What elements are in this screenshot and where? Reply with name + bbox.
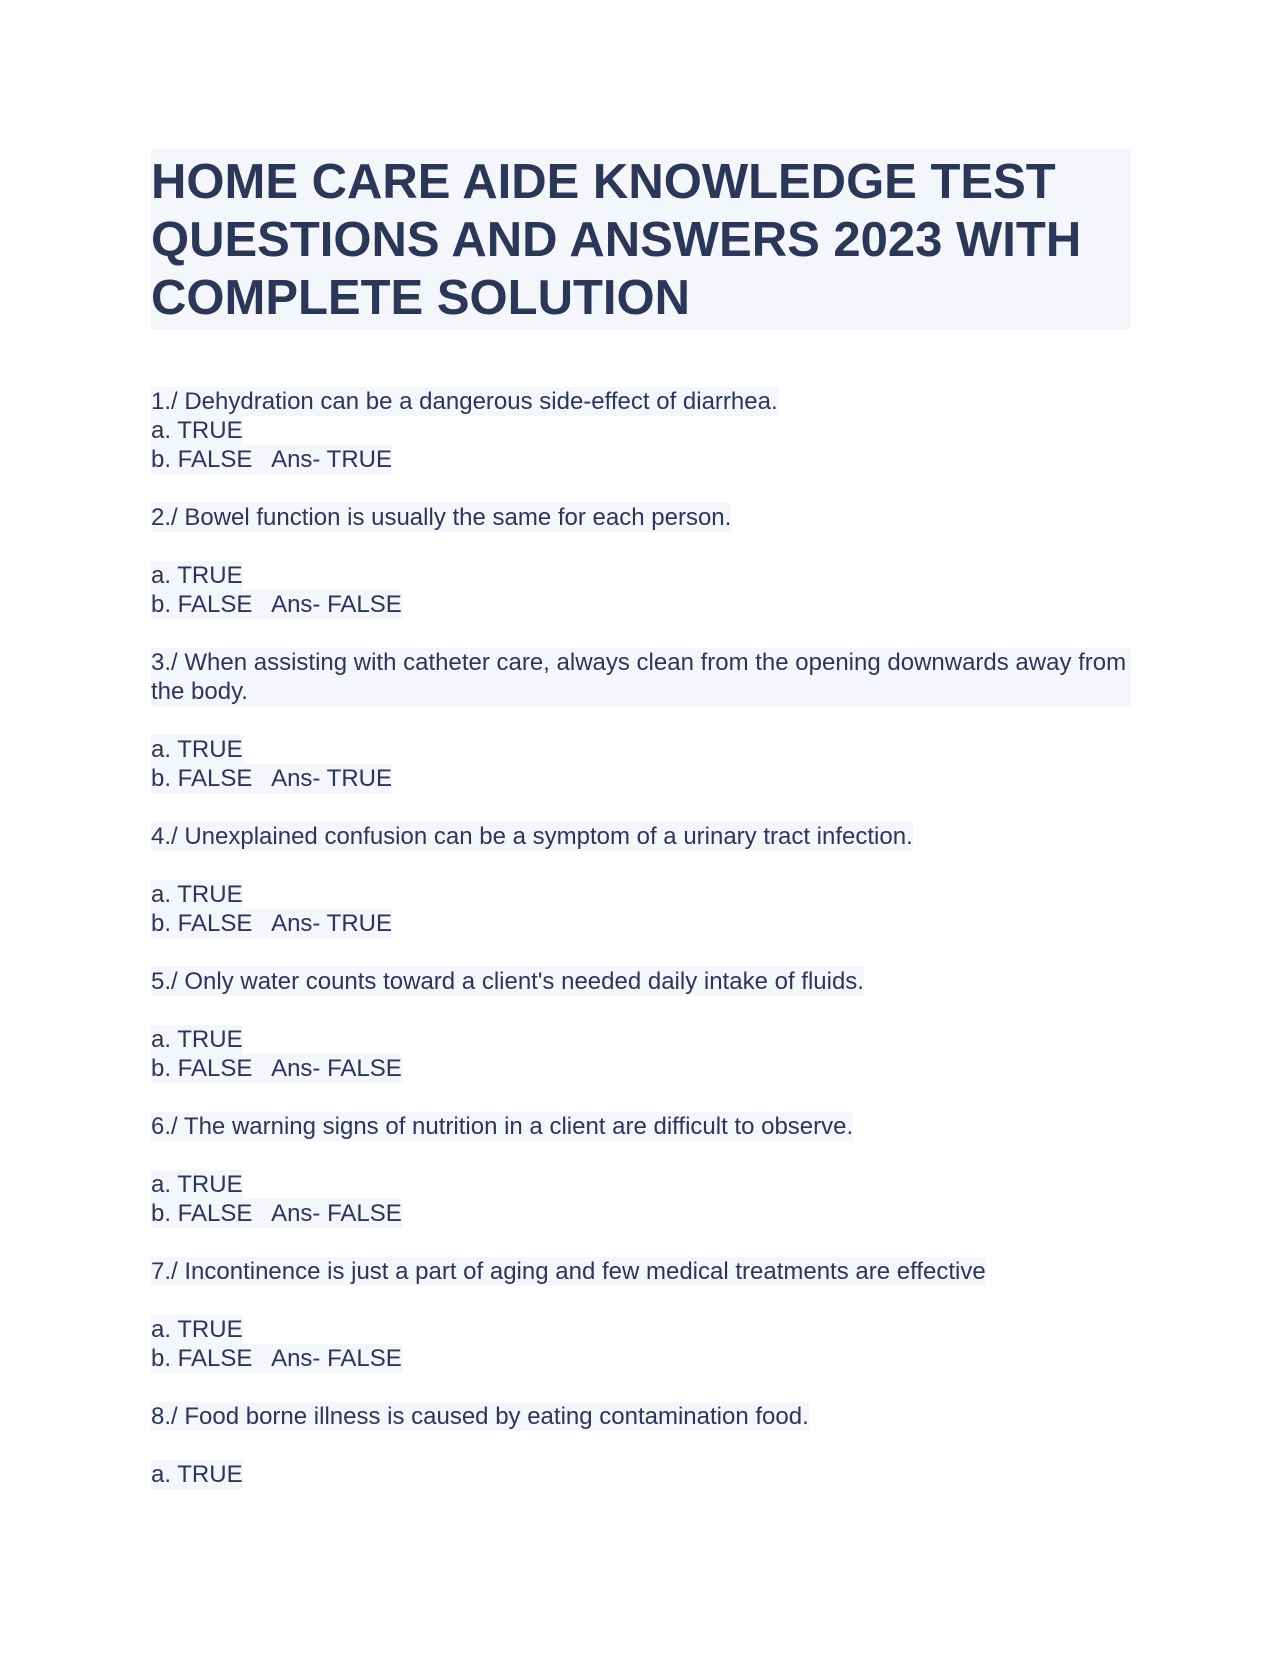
question-item [151, 1402, 1280, 1489]
option-b-answer: b. FALSE Ans- FALSE [151, 1345, 402, 1372]
option-b-answer: b. FALSE Ans- TRUE [151, 910, 392, 937]
document-title: HOME CARE AIDE KNOWLEDGE TEST QUESTIONS AND ANSWERS 2023 WITH COMPLETE SOLUTION [151, 149, 1131, 329]
option-a: a. TRUE [151, 1026, 243, 1053]
question-item [151, 1112, 1280, 1228]
question-text: 2./ Bowel function is usually the same for each person. [151, 504, 732, 531]
option-b-answer: b. FALSE Ans- TRUE [151, 765, 392, 792]
option-b-answer: b. FALSE Ans- FALSE [151, 1200, 402, 1227]
question-text: 3./ When assisting with catheter care, always clean from the opening downwards away from the body. [151, 649, 1133, 705]
option-a: a. TRUE [151, 1461, 243, 1488]
question-text: 8./ Food borne illness is caused by eating contamination food. [151, 1403, 809, 1430]
blank-line [151, 996, 1280, 1025]
blank-line [151, 851, 1280, 880]
question-text: 7./ Incontinence is just a part of aging and few medical treatments are effective [151, 1258, 986, 1285]
option-a: a. TRUE [151, 1171, 243, 1198]
option-a: a. TRUE [151, 736, 243, 763]
question-text: 6./ The warning signs of nutrition in a client are difficult to observe. [151, 1113, 854, 1140]
option-a: a. TRUE [151, 1316, 243, 1343]
question-item [151, 648, 1280, 793]
question-item [151, 387, 1280, 474]
option-a: a. TRUE [151, 417, 243, 444]
blank-line [151, 532, 1280, 561]
option-b-answer: b. FALSE Ans- FALSE [151, 1055, 402, 1082]
option-a: a. TRUE [151, 881, 243, 908]
question-text: 1./ Dehydration can be a dangerous side-effect of diarrhea. [151, 388, 778, 415]
option-b-answer: b. FALSE Ans- TRUE [151, 446, 392, 473]
question-item [151, 503, 1280, 619]
option-b-answer: b. FALSE Ans- FALSE [151, 591, 402, 618]
option-a: a. TRUE [151, 562, 243, 589]
question-item [151, 822, 1280, 938]
blank-line [151, 1141, 1280, 1170]
question-item [151, 967, 1280, 1083]
blank-line [151, 1286, 1280, 1315]
question-text: 5./ Only water counts toward a client's needed daily intake of fluids. [151, 968, 864, 995]
question-text: 4./ Unexplained confusion can be a symptom of a urinary tract infection. [151, 823, 913, 850]
blank-line [151, 1431, 1280, 1460]
question-item [151, 1257, 1280, 1373]
blank-line [151, 706, 1280, 735]
question-list [151, 387, 1280, 1489]
